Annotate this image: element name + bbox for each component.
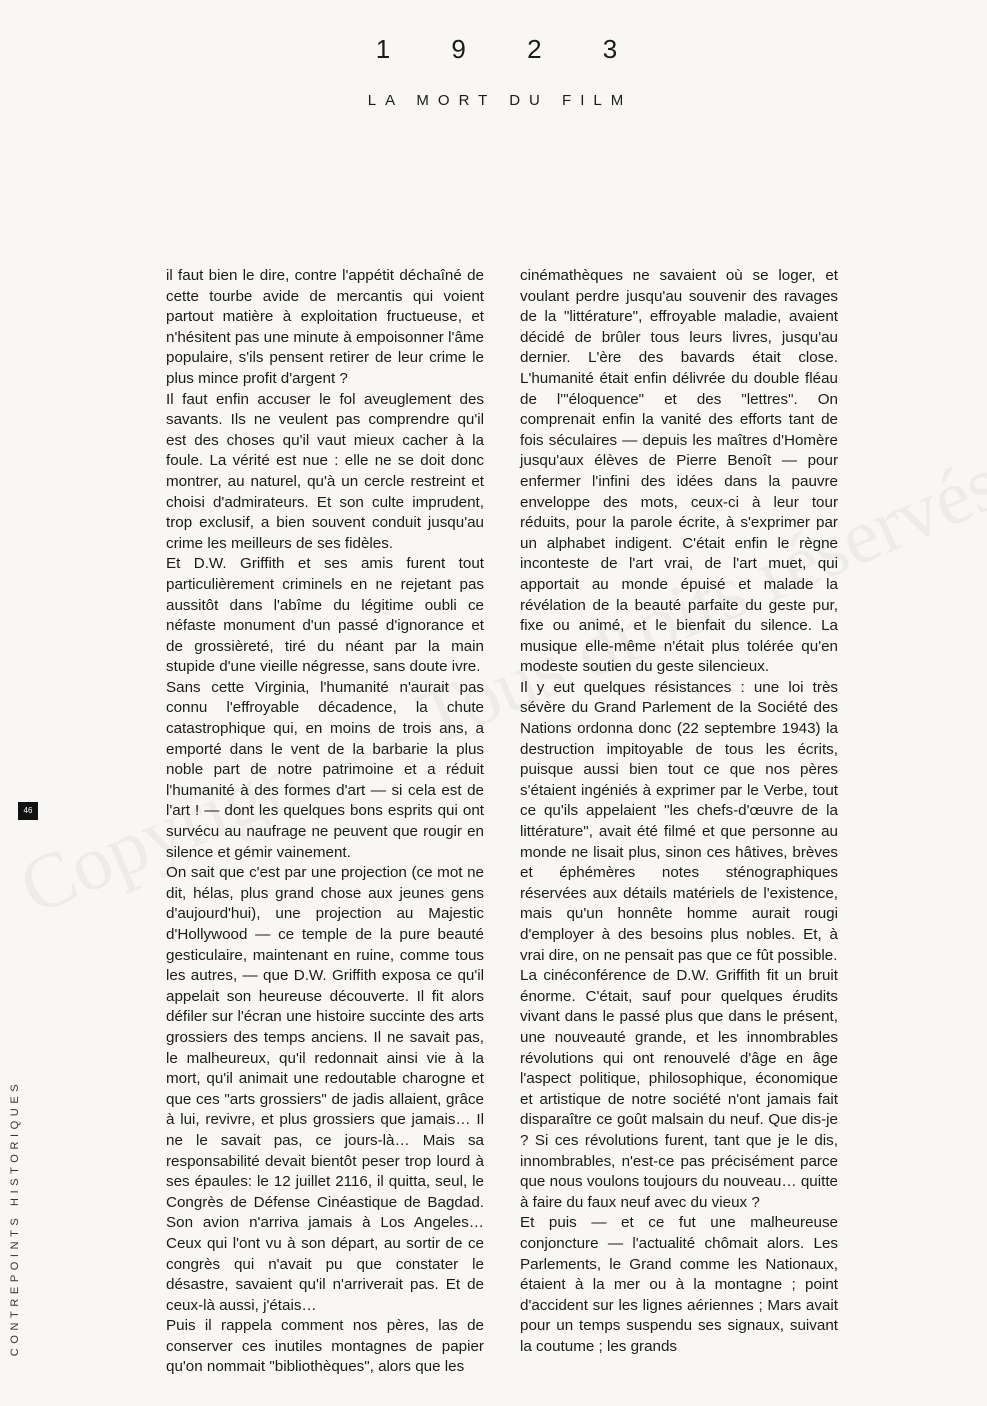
- paragraph: cinémathèques ne savaient où se loger, et voulant perdre jusqu'au souvenir des ravages de la "littérature", effroyable maladie, avaient décidé de brûler tous leurs livres, jusqu'au dernier. L'ère des bavards était close. L'humanité était enfin délivrée du double fléau de l'"éloquence" et des "lettres". On comprenait enfin la vanité des efforts tant de fois séculaires — depuis les maîtres d'Homère jusqu'aux élèves de Pierre Benoît — pour enfermer l'infini des idées dans la pauvre enveloppe des mots, ceux-ci à leur tour réduits, pour la parole écrite, à s'exprimer par un alphabet indigent. C'était enfin le règne inconteste de l'art vrai, de l'art muet, qui apportait au monde épuisé et malade la révélation de la beauté parfaite du geste pur, fixe ou animé, et le bienfait du silence. La musique elle-même n'était plus tolérée qu'en modeste soutien du geste silencieux.: [520, 267, 838, 676]
- paragraph: On sait que c'est par une projection (ce mot ne dit, hélas, plus grand chose aux jeunes gens d'aujourd'hui), une projection au Majestic d'Hollywood — ce temple de la pure beauté gesticulaire, maintenant en ruine, comme tous les autres, — que D.W. Griffith exposa ce qu'il appelait son heureuse découverte. Il fit alors défiler sur l'écran une histoire succinte des arts grossiers des temps anciens. Il ne savait pas, le malheureux, qu'il redonnait ainsi vie à la mort, qu'il animait une redoutable charogne et que ces "arts grossiers" de jadis allaient, grâce à lui, revivre, et plus grossiers que jamais… Il ne le savait pas, ce jours-là… Mais sa responsabilité devait bientôt peser trop lourd à ses épaules: le 12 juillet 2116, il quitta, seul, le Congrès de Défense Cinéastique de Bagdad. Son avion n'arriva jamais à Los Angeles… Ceux qui l'ont vu à son départ, au sortir de ce congrès qui n'avait pu que constater le désastre, savaient qu'il n'arriverait pas. Et de ceux-là aussi, j'étais…: [166, 864, 484, 1314]
- text-column-right: [520, 266, 838, 1357]
- copyright-watermark: [5, 436, 987, 933]
- page-number: 46: [18, 802, 38, 820]
- page-subtitle: LA MORT DU FILM: [367, 92, 633, 109]
- text-column-left: [166, 266, 484, 1378]
- running-head: CONTREPOINTS HISTORIQUES: [9, 1079, 21, 1357]
- paragraph: La cinéconférence de D.W. Griffith fit un bruit énorme. C'était, sauf pour quelques érudits vivant dans le passé plus que dans le présent, une nouveauté grande, et les innombrables révolutions qui ont renouvelé d'âge en âge l'aspect politique, philosophique, économique et artistique de notre société n'ont jamais fait disparaître ce goût malsain du neuf. Que dis-je ? Si ces révolutions furent, tant que je le dis, innombrables, n'est-ce pas précisément parce que nous voulons toujours du nouveau… quitte à faire du faux neuf avec du vieux ?: [520, 967, 838, 1211]
- paragraph: Sans cette Virginia, l'humanité n'aurait pas connu l'effroyable décadence, la chute catastrophique qui, en moins de trois ans, a emporté dans le vent de la barbarie la plus noble part de notre patrimoine et a réduit l'humanité à des formes d'art — si cela est de l'art ! — dont les quelques bons esprits qui ont survécu au naufrage ne peuvent que rougir en silence et gémir vainement.: [166, 678, 484, 861]
- paragraph: il faut bien le dire, contre l'appétit déchaîné de cette tourbe avide de mercantis qui voient partout matière à exploitation fructueuse, et n'hésitent pas une minute à empoisonner l'âme populaire, s'ils pensent retirer de leur crime le plus mince profit d'argent ?: [166, 267, 484, 387]
- paragraph: Et puis — et ce fut une malheureuse conjoncture — l'actualité chômait alors. Les Parlements, le Grand comme les Nationaux, étaient à la mer ou à la montagne ; point d'accident sur les lignes aériennes ; Mars avait pour un temps suspendu ses signaux, suivant la coutume ; les grands: [520, 1214, 838, 1355]
- paragraph: Il faut enfin accuser le fol aveuglement des savants. Ils ne veulent pas comprendre qu'il est des choses qu'il vaut mieux cacher à la foule. La vérité est nue : elle ne se doit donc montrer, au naturel, qu'à un cercle restreint et choisi d'admirateurs. Et son culte imprudent, trop exclusif, a bien souvent conduit jusqu'au crime les meilleurs de ses fidèles.: [166, 390, 484, 552]
- paragraph: Il y eut quelques résistances : une loi très sévère du Grand Parlement de la Société des Nations ordonna donc (22 septembre 1943) la destruction impitoyable de tous les écrits, puisque aussi bien tout ce que nos pères s'étaient ingéniés à exprimer par le Verbe, tout ce qu'ils appelaient "les chefs-d'œuvre de la littérature", avait été filmé et que personne au monde ne lisait plus, sinon ces hâtives, brèves et éphémères notes sténographiques réservées aux détails matériels de l'existence, mais qu'un honnête homme aurait rougi d'employer à des besoins plus nobles. Et, à vrai dire, on ne pensait pas que ce fût possible.: [520, 678, 838, 964]
- paragraph: Et D.W. Griffith et ses amis furent tout particulièrement criminels en ne rejetant pas aussitôt dans l'abîme du légitime oubli ce néfaste monument d'un passé d'ignorance et de grossièreté, tiré du néant par la main stupide d'une vieille négresse, sans doute ivre.: [166, 555, 484, 676]
- page-title-year: 1 9 2 3: [375, 34, 645, 64]
- paragraph: Puis il rappela comment nos pères, las de conserver ces inutiles montagnes de papier qu'on nommait "bibliothèques", alors que les: [166, 1317, 484, 1376]
